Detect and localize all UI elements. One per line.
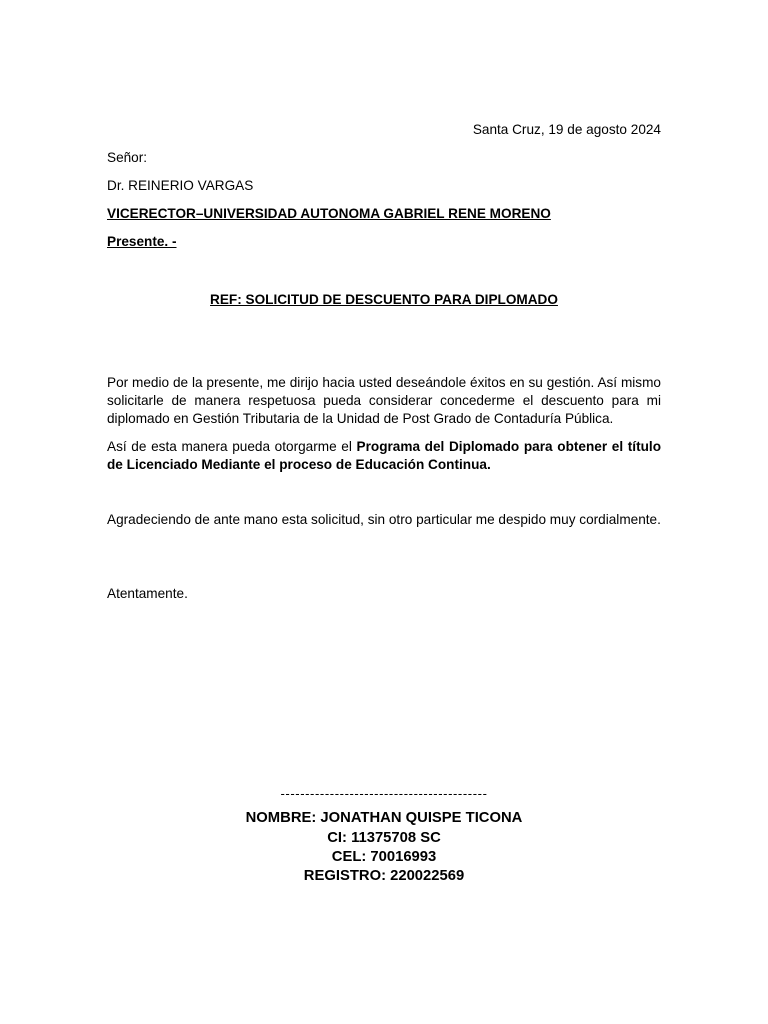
salutation: Señor:	[107, 150, 148, 165]
reference-text: REF: SOLICITUD DE DESCUENTO PARA DIPLOMADO	[210, 292, 558, 307]
signature-line: ------------------------------------------	[280, 786, 488, 801]
signature-cel: CEL: 70016993	[331, 849, 437, 865]
signature-ci: CI: 11375708 SC	[327, 830, 441, 846]
paragraph-2-normal: Así de esta manera pueda otorgarme el	[107, 439, 357, 454]
signature-name: NOMBRE: JONATHAN QUISPE TICONA	[245, 810, 523, 826]
paragraph-1-text: Por medio de la presente, me dirijo hacia usted deseándole éxitos en su gestión. Así mismo solicitarle de manera respetuosa pueda considerar concederme el descuento para mi diplomado en Gestión Tributaria de la Unidad de Post Grado de Contaduría Pública.	[107, 375, 661, 426]
paragraph-2-bold: Programa del Diplomado para obtener el título de Licenciado Mediante el proceso de Educación Continua.	[107, 439, 661, 472]
presente-line: Presente. -	[107, 234, 177, 249]
paragraph-2	[107, 438, 661, 474]
date-line: Santa Cruz, 19 de agosto 2024	[472, 122, 661, 137]
paragraph-3-text: Agradeciendo de ante mano esta solicitud, sin otro particular me despido muy cordialmente.	[107, 512, 661, 527]
paragraph-1	[107, 374, 661, 428]
recipient-title: VICERECTOR–UNIVERSIDAD AUTONOMA GABRIEL RENE MORENO	[107, 206, 551, 221]
paragraph-2-text	[107, 438, 661, 474]
signature-registro: REGISTRO: 220022569	[303, 868, 465, 884]
paragraph-3	[107, 511, 661, 529]
closing: Atentamente.	[107, 586, 188, 601]
reference-line	[0, 291, 768, 309]
recipient-name: Dr. REINERIO VARGAS	[107, 178, 254, 193]
